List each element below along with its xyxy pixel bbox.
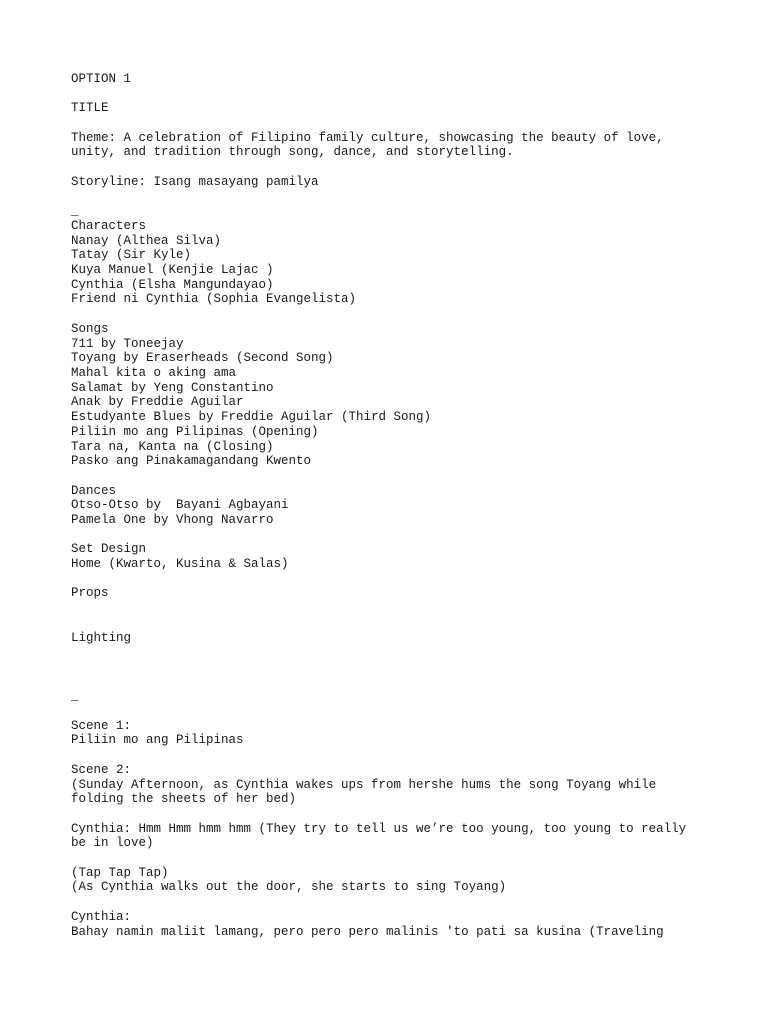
song-item: Pasko ang Pinakamagandang Kwento	[71, 454, 312, 469]
set-design-item: Home (Kwarto, Kusina & Salas)	[71, 557, 289, 572]
character-item: Cynthia (Elsha Mangundayao)	[71, 277, 274, 292]
divider: _	[71, 204, 79, 219]
scene-1-heading: Scene 1:	[71, 718, 132, 733]
character-item: Tatay (Sir Kyle)	[71, 248, 192, 263]
scene-1-text: Piliin mo ang Pilipinas	[71, 733, 244, 748]
document-page	[71, 72, 711, 939]
props-heading: Props	[71, 586, 109, 601]
song-item: Anak by Freddie Aguilar	[71, 395, 244, 410]
stage-direction: (As Cynthia walks out the door, she starts to sing Toyang)	[71, 880, 507, 895]
song-item: 711 by Toneejay	[71, 336, 184, 351]
dialogue-line: Cynthia: Hmm Hmm hmm hmm (They try to tell us we’re too young, too young to really	[71, 821, 687, 836]
title-label: TITLE	[71, 101, 109, 116]
song-item: Mahal kita o aking ama	[71, 365, 237, 380]
dialogue-line: be in love)	[71, 836, 154, 851]
dances-heading: Dances	[71, 483, 117, 498]
song-item: Salamat by Yeng Constantino	[71, 380, 274, 395]
song-item: Estudyante Blues by Freddie Aguilar (Third Song)	[71, 410, 432, 425]
theme-line-1: Theme: A celebration of Filipino family culture, showcasing the beauty of love,	[71, 130, 664, 145]
songs-heading: Songs	[71, 321, 109, 336]
scene-2-heading: Scene 2:	[71, 762, 132, 777]
song-item: Tara na, Kanta na (Closing)	[71, 439, 274, 454]
song-item: Piliin mo ang Pilipinas (Opening)	[71, 424, 319, 439]
option-label: OPTION 1	[71, 72, 132, 86]
stage-direction: (Tap Tap Tap)	[71, 865, 169, 880]
dance-item: Pamela One by Vhong Navarro	[71, 513, 274, 527]
theme-line-2: unity, and tradition through song, dance, and storytelling.	[71, 145, 514, 160]
dialogue-line: Bahay namin maliit lamang, pero pero pero malinis 'to pati sa kusina (Traveling	[71, 924, 664, 939]
character-item: Friend ni Cynthia (Sophia Evangelista)	[71, 292, 357, 307]
speaker-label: Cynthia:	[71, 909, 132, 924]
scene-2-text-line-1: (Sunday Afternoon, as Cynthia wakes ups from hershe hums the song Toyang while	[71, 777, 657, 792]
dance-item: Otso-Otso by Bayani Agbayani	[71, 498, 289, 513]
scene-2-text-line-2: folding the sheets of her bed)	[71, 792, 297, 807]
storyline: Storyline: Isang masayang pamilya	[71, 174, 319, 189]
set-design-heading: Set Design	[71, 542, 147, 557]
lighting-heading: Lighting	[71, 630, 132, 645]
characters-heading: Characters	[71, 218, 147, 233]
character-item: Nanay (Althea Silva)	[71, 233, 222, 248]
song-item: Toyang by Eraserheads (Second Song)	[71, 351, 334, 366]
divider: _	[71, 689, 79, 704]
character-item: Kuya Manuel (Kenjie Lajac )	[71, 263, 274, 278]
